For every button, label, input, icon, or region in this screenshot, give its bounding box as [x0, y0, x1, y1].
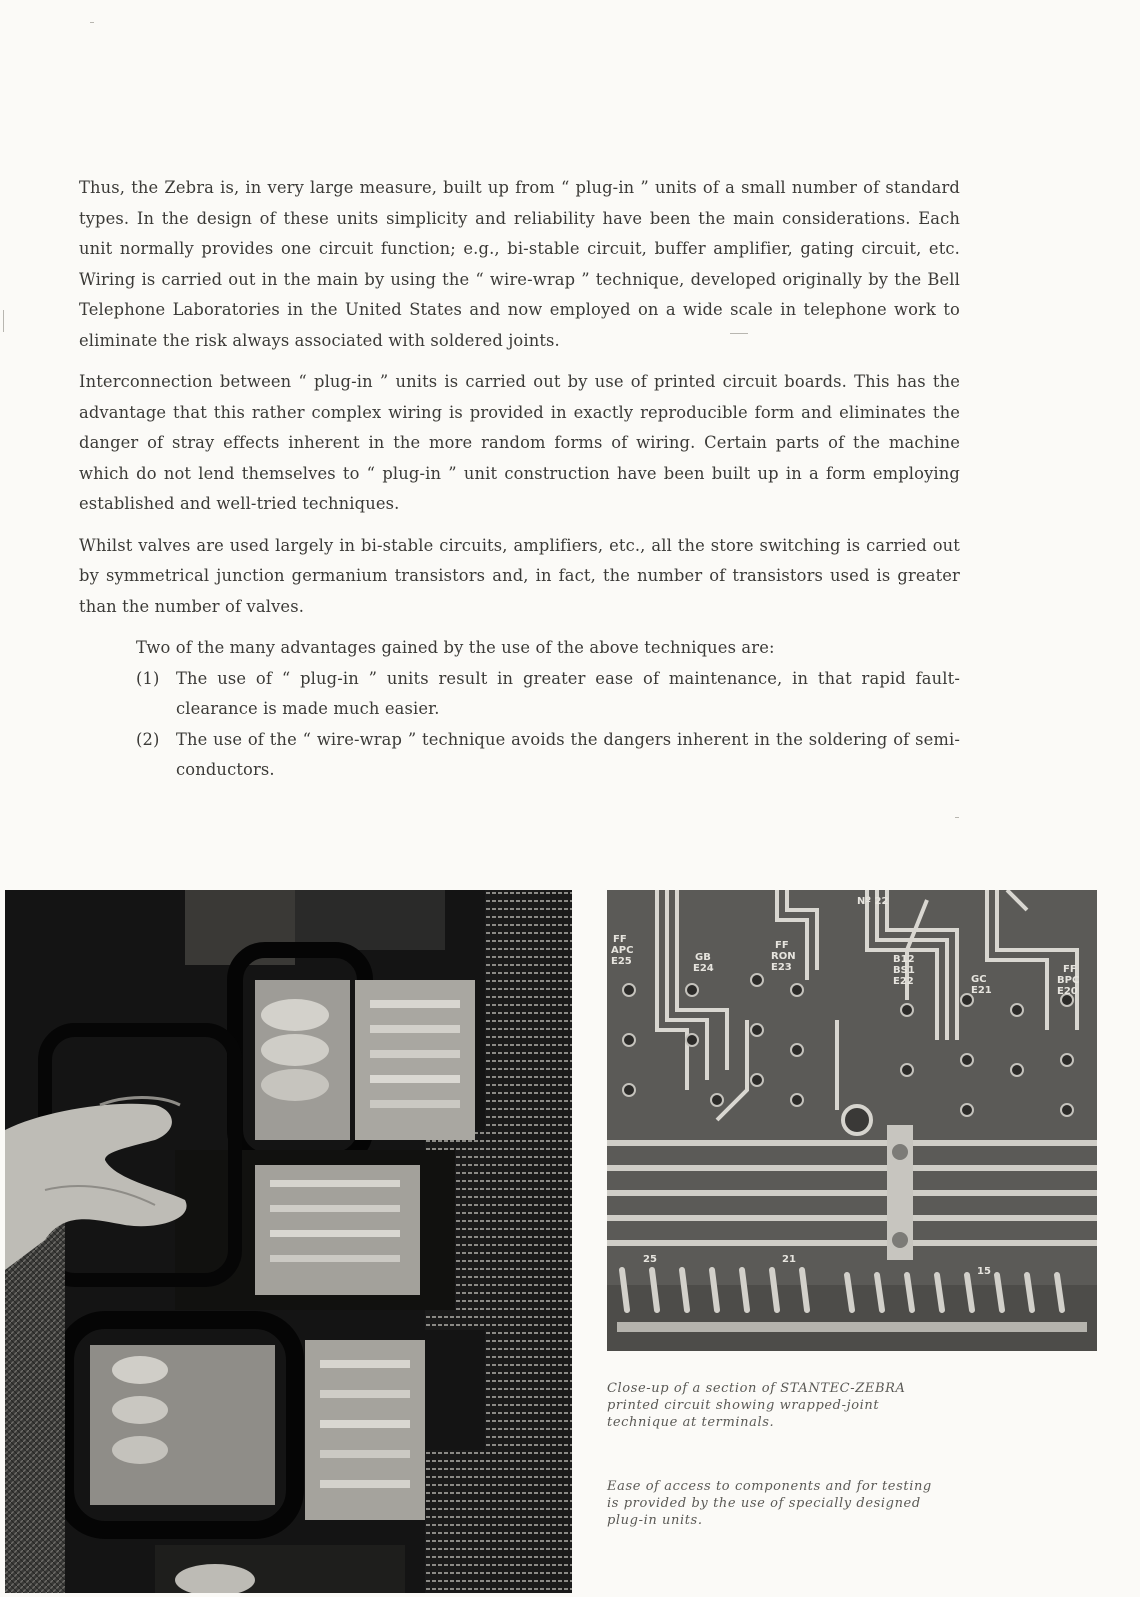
board-label: E24	[693, 963, 714, 974]
board-label: FF	[1063, 964, 1077, 975]
list-item-text: The use of “ plug-in ” units result in greater ease of maintenance, in that rapid fault-clearance is made much easier.	[176, 668, 960, 718]
plug-in-units-photo	[5, 890, 572, 1593]
list-item	[79, 664, 960, 725]
board-label: E23	[771, 962, 792, 973]
caption-plug-in-units: Ease of access to components and for testing is provided by the use of specially designed plug-in units.	[607, 1479, 932, 1528]
caption-circuit-closeup: Close-up of a section of STANTEC-ZEBRA printed circuit showing wrapped-joint technique at terminals.	[607, 1381, 906, 1430]
board-label: FF	[775, 940, 789, 951]
board-label: GB	[695, 952, 711, 963]
board-label: E21	[971, 985, 992, 996]
list-item-number: (2)	[136, 729, 160, 749]
scan-mark	[955, 817, 959, 818]
board-label: E22	[893, 976, 914, 987]
board-label: 21	[782, 1254, 796, 1265]
printed-circuit-photo	[607, 890, 1097, 1351]
list-lead: Two of the many advantages gained by the use of the above techniques are:	[136, 638, 775, 657]
scan-mark	[730, 333, 748, 334]
board-label: 25	[643, 1254, 657, 1265]
board-label: RON	[771, 951, 796, 962]
scan-mark	[3, 310, 4, 332]
paragraph-1: Thus, the Zebra is, in very large measure, built up from “ plug-in ” units of a small number of standard types. In the design of these units simplicity and reliability have been the main considerations. Each unit normally provides one circuit function; e.g., bi-stable circuit, buffer amplifier, gating circuit, etc. Wiring is carried out in the main by using the “ wire-wrap ” technique, developed originally by the Bell Telephone Laboratories in the United States and now employed on a wide scale in telephone work to eliminate the risk always associated with soldered joints.	[79, 178, 960, 350]
board-label: FF	[613, 934, 627, 945]
board-label: B12	[893, 954, 915, 965]
list-item	[79, 725, 960, 786]
board-label: E20	[1057, 986, 1078, 997]
board-label: APC	[611, 945, 634, 956]
list-item-number: (1)	[136, 668, 160, 688]
board-label: BS1	[893, 965, 915, 976]
board-label: BPC	[1057, 975, 1080, 986]
paragraph-2: Interconnection between “ plug-in ” units is carried out by use of printed circuit boards. This has the advantage that this rather complex wiring is provided in exactly reproducible form and eliminates the danger of stray effects inherent in the more random forms of wiring. Certain parts of the machine which do not lend themselves to “ plug-in ” unit construction have been built up in a form employing established and well-tried techniques.	[79, 372, 960, 513]
board-label: GC	[971, 974, 987, 985]
body-text	[79, 173, 960, 786]
board-label: 15	[977, 1266, 991, 1277]
scan-mark	[90, 22, 94, 23]
board-label: Nº 22	[857, 896, 889, 907]
board-label: E25	[611, 956, 632, 967]
list-item-text: The use of the “ wire-wrap ” technique avoids the dangers inherent in the soldering of semi-conductors.	[176, 729, 960, 779]
paragraph-3: Whilst valves are used largely in bi-stable circuits, amplifiers, etc., all the store switching is carried out by symmetrical junction germanium transistors and, in fact, the number of transistors used is greater than the number of valves.	[79, 535, 960, 616]
